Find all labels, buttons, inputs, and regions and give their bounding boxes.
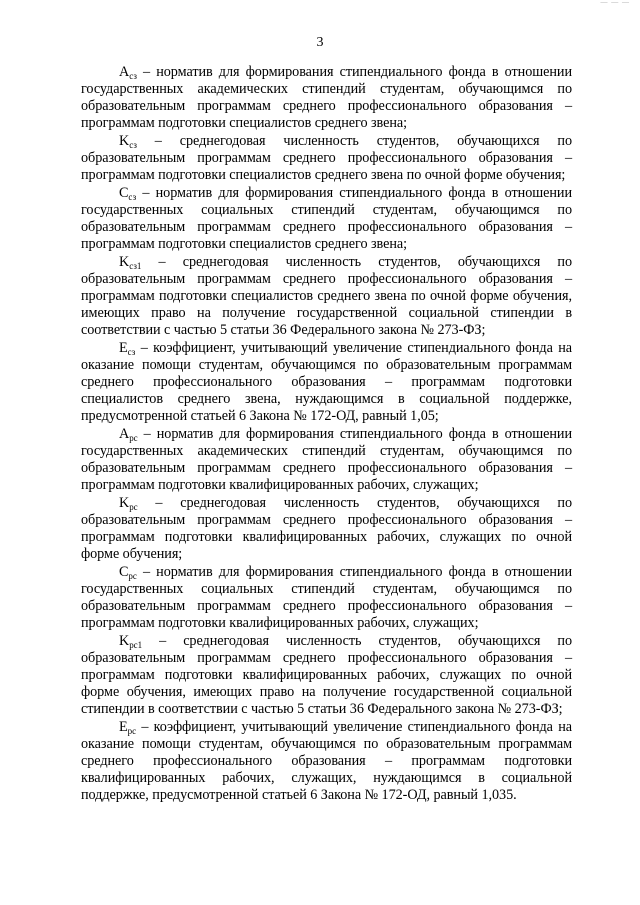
definition-text: – норматив для формирования стипендиального фонда в отношении государственных социальных стипендий студентам, обучающимся по образовательным программам среднего профессионального образования – программам подготовки специалистов среднего звена; xyxy=(81,185,572,252)
definition-text: – среднегодовая численность студентов, обучающихся по образовательным программам среднего профессионального образования – программам подготовки специалистов среднего звена по очной форме обучения; xyxy=(81,133,572,183)
variable-symbol: K xyxy=(119,495,130,511)
variable-subscript: сз xyxy=(127,347,136,357)
definition-text: – норматив для формирования стипендиального фонда в отношении государственных академических стипендий студентам, обучающимся по образовательным программам среднего профессионального образования – программам подготовки специалистов среднего звена; xyxy=(81,64,572,131)
variable-symbol: E xyxy=(119,719,128,735)
variable-symbol: C xyxy=(119,564,129,580)
variable-subscript: рс xyxy=(129,433,138,443)
variable-symbol: K xyxy=(119,133,130,149)
definition-paragraph xyxy=(81,254,572,339)
variable-symbol: A xyxy=(119,64,130,80)
variable-subscript: сз xyxy=(129,140,137,150)
definition-paragraph xyxy=(81,64,572,132)
corner-mark: — — — xyxy=(600,0,630,5)
definition-paragraph xyxy=(81,185,572,253)
definition-text: – среднегодовая численность студентов, обучающихся по образовательным программам среднего профессионального образования – программам подготовки квалифицированных рабочих, служащих по очной форме обучения; xyxy=(81,495,572,562)
variable-symbol: A xyxy=(119,426,130,442)
definition-paragraph xyxy=(81,633,572,718)
definition-paragraph xyxy=(81,426,572,494)
definition-text: – норматив для формирования стипендиального фонда в отношении государственных социальных стипендий студентам, обучающимся по образовательным программам среднего профессионального образования – программам подготовки квалифицированных рабочих, служащих; xyxy=(81,564,572,631)
variable-subscript: рс1 xyxy=(129,640,143,650)
variable-subscript: сз xyxy=(128,192,137,202)
definition-paragraph xyxy=(81,340,572,425)
definition-paragraph xyxy=(81,564,572,632)
variable-symbol: K xyxy=(119,633,130,649)
definition-paragraph xyxy=(81,133,572,184)
definition-text: – норматив для формирования стипендиального фонда в отношении государственных академических стипендий студентам, обучающимся по образовательным программам среднего профессионального образования – программам подготовки квалифицированных рабочих, служащих; xyxy=(81,426,572,493)
body-text xyxy=(81,64,572,804)
definition-text: – коэффициент, учитывающий увеличение стипендиального фонда на оказание помощи студентам, обучающимся по образовательным программам среднего профессионального образования – программам подготовки квалифицированных рабочих, служащих, нуждающимся в социальной поддержке, предусмотренной статьей 6 Закона № 172-ОД, равный 1,035. xyxy=(81,719,572,803)
variable-subscript: рс xyxy=(128,571,137,581)
variable-subscript: рс xyxy=(127,726,137,736)
variable-subscript: сз xyxy=(129,71,137,81)
variable-subscript: рс xyxy=(129,502,138,512)
variable-symbol: C xyxy=(119,185,129,201)
definition-paragraph xyxy=(81,495,572,563)
definition-text: – среднегодовая численность студентов, обучающихся по образовательным программам среднего профессионального образования – программам подготовки квалифицированных рабочих, служащих по очной форме обучения, имеющих право на получение государственной социальной стипендии в соответствии с частью 5 статьи 36 Федерального закона № 273-ФЗ; xyxy=(81,633,572,717)
definition-paragraph xyxy=(81,719,572,804)
definition-text: – коэффициент, учитывающий увеличение стипендиального фонда на оказание помощи студентам, обучающимся по образовательным программам среднего профессионального образования – программам подготовки специалистов среднего звена, нуждающимся в социальной поддержке, предусмотренной статьей 6 Закона № 172-ОД, равный 1,05; xyxy=(81,340,572,424)
page-number: 3 xyxy=(316,35,324,50)
definition-text: – среднегодовая численность студентов, обучающихся по образовательным программам среднего профессионального образования – программам подготовки специалистов среднего звена по очной форме обучения, имеющих право на получение государственной социальной стипендии в соответствии с частью 5 статьи 36 Федерального закона № 273-ФЗ; xyxy=(81,254,572,338)
variable-symbol: K xyxy=(119,254,130,270)
variable-symbol: E xyxy=(119,340,128,356)
variable-subscript: сз1 xyxy=(129,261,142,271)
